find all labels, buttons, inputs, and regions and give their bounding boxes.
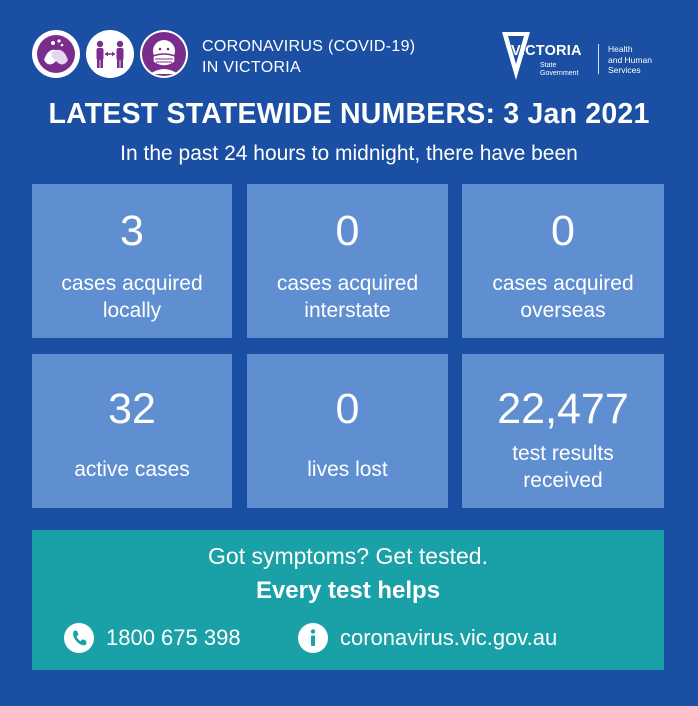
header xyxy=(0,0,698,96)
phone-icon xyxy=(64,623,94,653)
face-mask-icon xyxy=(140,30,188,78)
stat-label-line-1: cases acquired xyxy=(492,272,634,295)
hand-wash-icon xyxy=(32,30,80,78)
stat-value: 32 xyxy=(108,385,156,433)
social-distance-icon xyxy=(86,30,134,78)
stat-label-line-2: locally xyxy=(102,299,162,322)
stat-label xyxy=(462,270,664,324)
call-to-action-panel xyxy=(32,530,664,670)
stat-label: lives lost xyxy=(307,458,388,481)
stat-value: 0 xyxy=(551,207,575,255)
stat-active-cases xyxy=(32,354,232,508)
stat-label-line-1: test results xyxy=(512,442,614,465)
dept-line-3: Services xyxy=(608,65,641,75)
logo-subtext xyxy=(540,62,579,78)
stat-label-line-2: interstate xyxy=(304,299,391,322)
phone-contact[interactable] xyxy=(64,622,241,654)
logo-wordmark: VICTORIA xyxy=(511,43,582,59)
brand-line-1: CORONAVIRUS (COVID-19) xyxy=(202,38,416,55)
stat-label-line-2: received xyxy=(523,469,603,492)
stat-label xyxy=(462,440,664,494)
logo-divider xyxy=(598,44,599,74)
stat-value: 0 xyxy=(335,207,360,255)
stat-cases-local xyxy=(32,184,232,338)
logo-sub-line-1: State xyxy=(540,62,557,69)
stat-label xyxy=(247,270,448,324)
page-subtitle: In the past 24 hours to midnight, there have been xyxy=(120,142,578,165)
stat-label-line-1: cases acquired xyxy=(276,272,419,295)
stat-label-line-2: overseas xyxy=(520,299,606,322)
cta-tagline: Every test helps xyxy=(255,577,441,604)
page-title: LATEST STATEWIDE NUMBERS: 3 Jan 2021 xyxy=(48,98,650,130)
stat-cases-interstate xyxy=(247,184,448,338)
victoria-state-government-logo xyxy=(500,30,592,86)
dept-line-2: and Human xyxy=(608,54,652,65)
logo-sub-line-2: Government xyxy=(540,70,579,77)
website-link[interactable]: coronavirus.vic.gov.au xyxy=(340,625,558,650)
website-contact[interactable] xyxy=(298,622,557,654)
stat-lives-lost xyxy=(247,354,448,508)
stat-label-line-1: cases acquired xyxy=(61,272,203,295)
cta-headline: Got symptoms? Get tested. xyxy=(208,543,488,569)
info-icon xyxy=(298,623,328,653)
stat-test-results xyxy=(462,354,664,508)
stat-value: 0 xyxy=(335,385,360,433)
brand-line-2: IN VICTORIA xyxy=(202,59,302,76)
phone-number: 1800 675 398 xyxy=(106,625,241,650)
brand-title xyxy=(202,36,415,78)
stat-value: 22,477 xyxy=(497,385,629,433)
stat-cases-overseas xyxy=(462,184,664,338)
stat-label xyxy=(32,270,232,324)
dept-line-1: Health xyxy=(608,44,633,54)
stat-label: active cases xyxy=(74,458,190,481)
department-name xyxy=(608,44,652,76)
stat-value: 3 xyxy=(120,207,144,255)
